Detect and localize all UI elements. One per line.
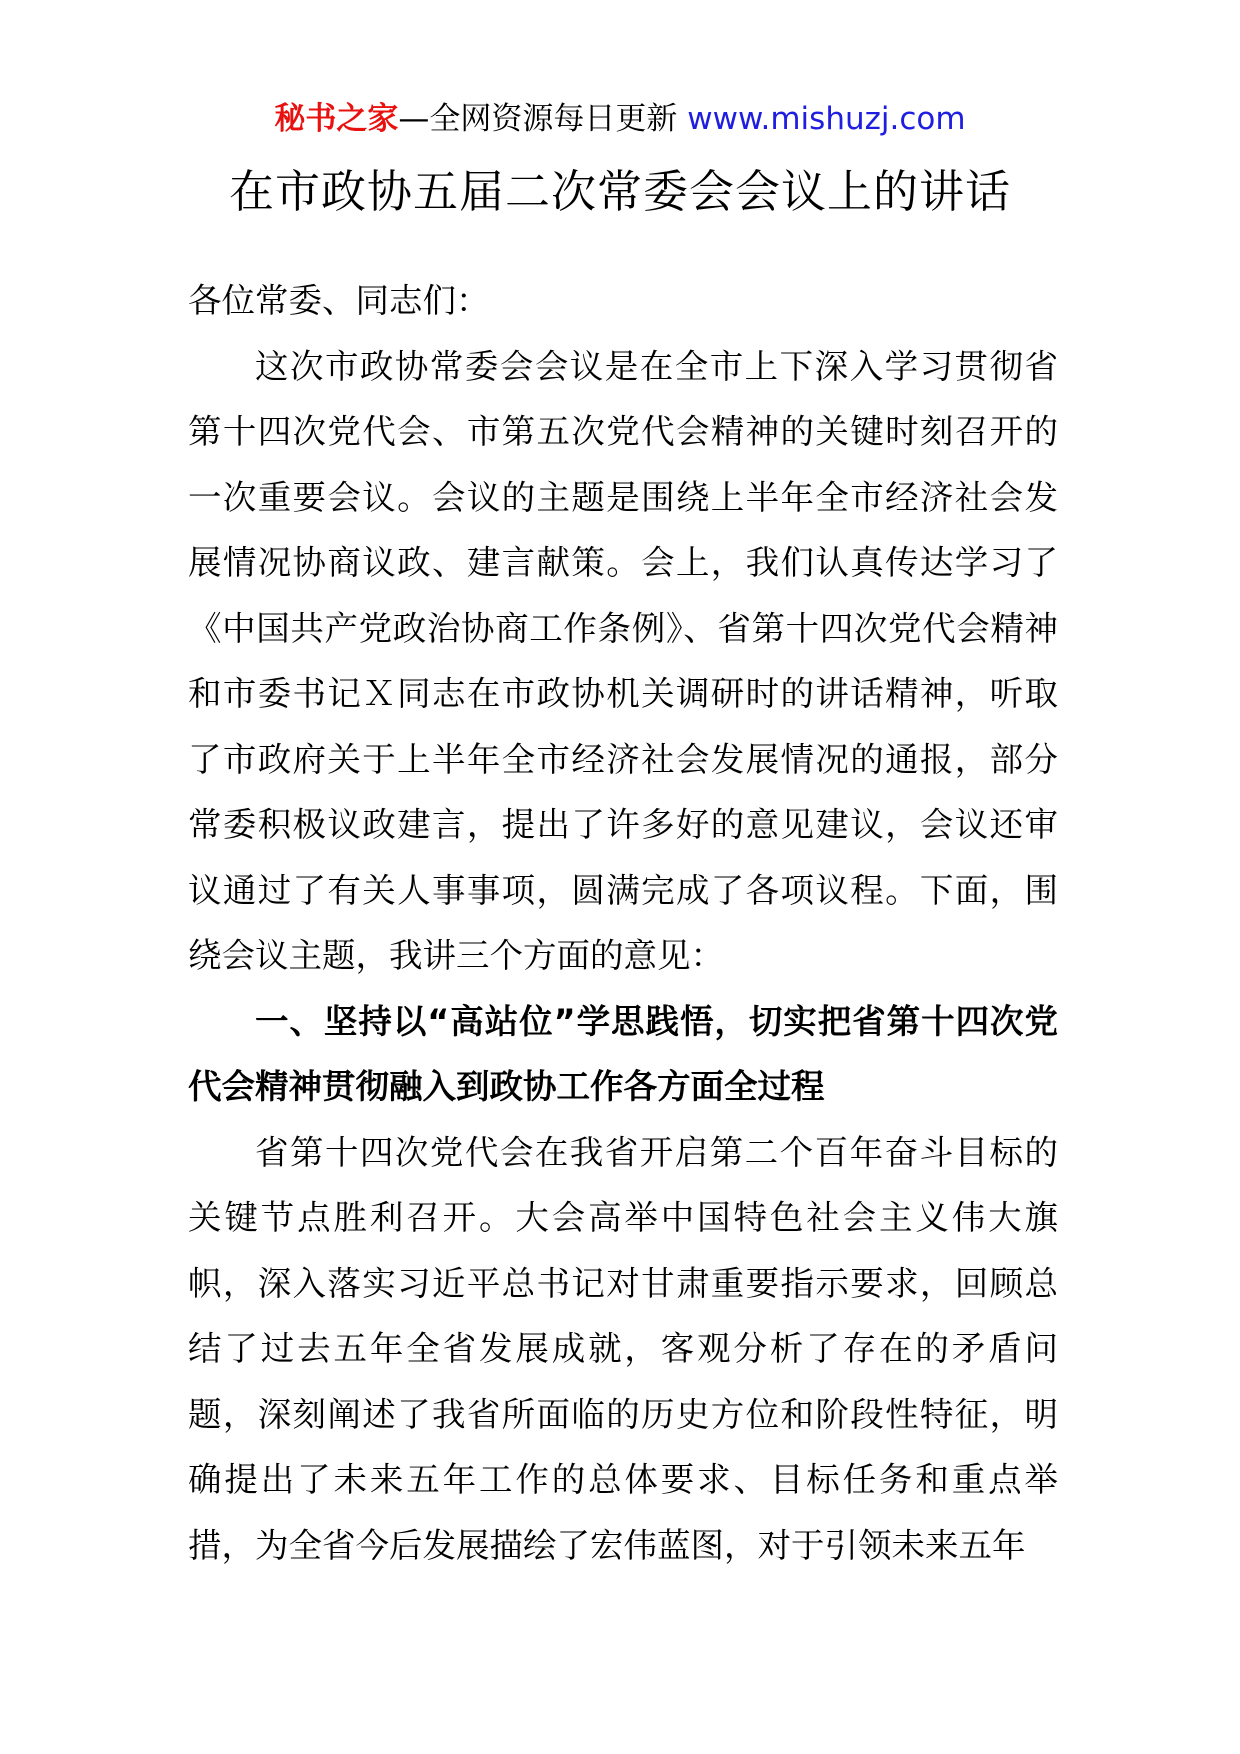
section-heading: 一、坚持以“高站位”学思践悟，切实把省第十四次党代会精神贯彻融入到政协工作各方面全过程 [188, 1001, 1058, 1106]
site-tagline: —全网资源每日更新 [398, 101, 688, 137]
intro-paragraph: 这次市政协常委会会议是在全市上下深入学习贯彻省第十四次党代会、市第五次党代会精神的关键时刻召开的一次重要会议。会议的主题是围绕上半年全市经济社会发展情况协商议政、建言献策。会上，我们认真传达学习了《中国共产党政治协商工作条例》、省第十四次党代会精神和市委书记Ｘ同志在市政协机关调研时的讲话精神，听取了市政府关于上半年全市经济社会发展情况的通报，部分常委积极议政建言，提出了许多好的意见建议，会议还审议通过了有关人事事项，圆满完成了各项议程。下面，围绕会议主题，我讲三个方面的意见： [188, 346, 1058, 975]
site-header [0, 98, 1240, 140]
salutation: 各位常委、同志们： [188, 281, 490, 320]
document-body [188, 268, 1058, 1578]
site-url[interactable]: www.mishuzj.com [687, 101, 966, 137]
document-title: 在市政协五届二次常委会会议上的讲话 [228, 165, 1011, 218]
section-paragraph: 省第十四次党代会在我省开启第二个百年奋斗目标的关键节点胜利召开。大会高举中国特色社会主义伟大旗帜，深入落实习近平总书记对甘肃重要指示要求，回顾总结了过去五年全省发展成就，客观分析了存在的矛盾问题，深刻阐述了我省所面临的历史方位和阶段性特征，明确提出了未来五年工作的总体要求、目标任务和重点举措，为全省今后发展描绘了宏伟蓝图，对于引领未来五年 [188, 1132, 1058, 1565]
site-brand: 秘书之家 [274, 101, 399, 137]
